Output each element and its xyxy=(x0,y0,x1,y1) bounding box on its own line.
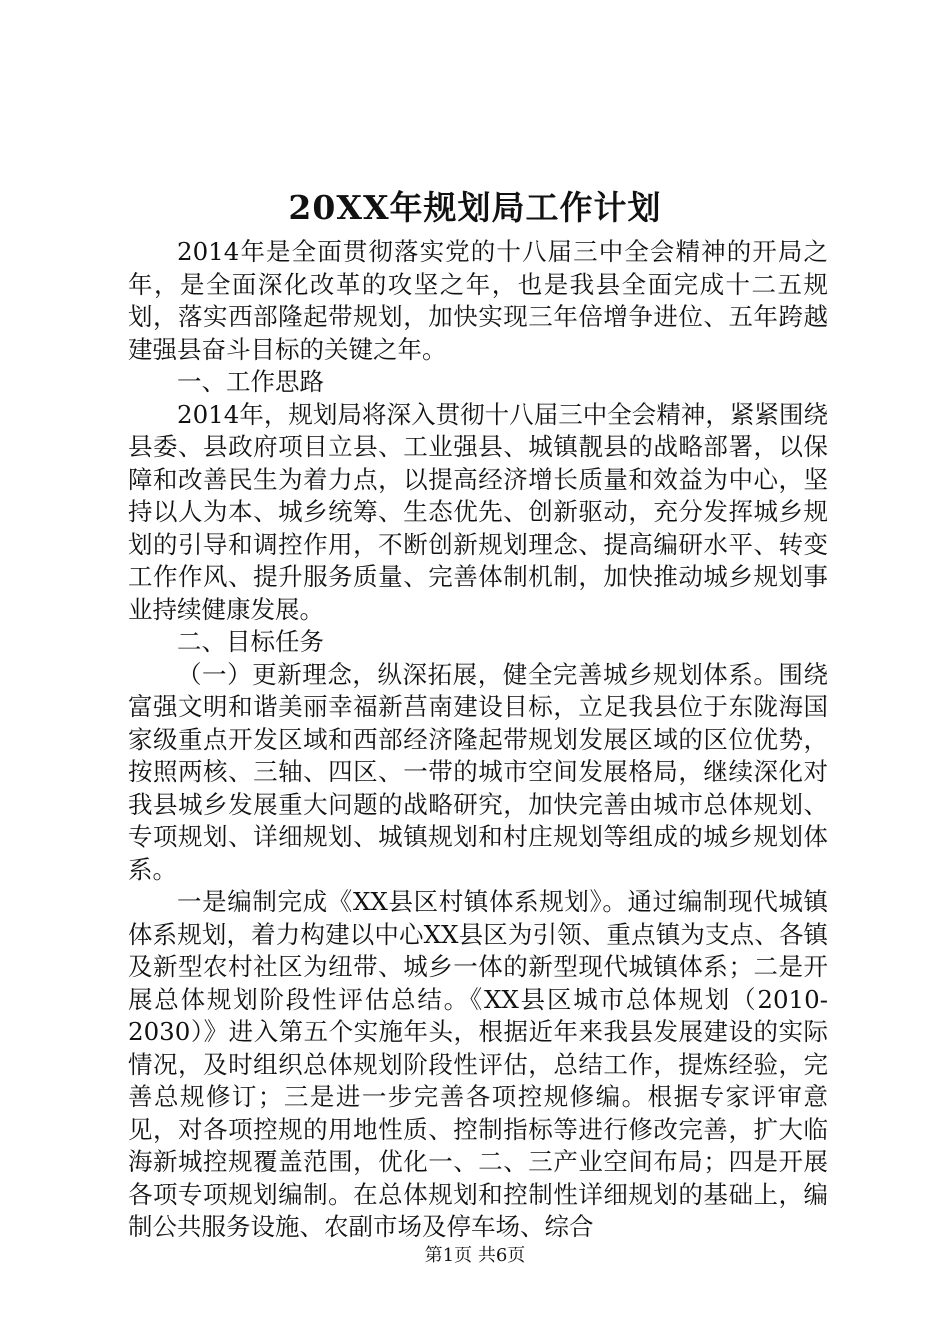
paragraph-task-items: 一是编制完成《XX县区村镇体系规划》。通过编制现代城镇体系规划，着力构建以中心XX县区为引领、重点镇为支点、各镇及新型农村社区为纽带、城乡一体的新型现代城镇体系；二是开展总体规划阶段性评估总结。《XX县区城市总体规划（2010-2030）》进入第五个实施年头，根据近年来我县发展建设的实际情况，及时组织总体规划阶段性评估，总结工作，提炼经验，完善总规修订；三是进一步完善各项控规修编。根据专家评审意见，对各项控规的用地性质、控制指标等进行修改完善，扩大临海新城控规覆盖范围，优化一、二、三产业空间布局；四是开展各项专项规划编制。在总体规划和控制性详细规划的基础上，编制公共服务设施、农副市场及停车场、综合 xyxy=(128,887,828,1241)
section-heading-1: 一、工作思路 xyxy=(177,367,324,396)
section-heading-2: 二、目标任务 xyxy=(177,627,324,656)
paragraph-work-idea: 2014年，规划局将深入贯彻十八届三中全会精神，紧紧围绕县委、县政府项目立县、工业强县、城镇靓县的战略部署，以保障和改善民生为着力点，以提高经济增长质量和效益为中心，坚持以人为本、城乡统筹、生态优先、创新驱动，充分发挥城乡规划的引导和调控作用，不断创新规划理念、提高编研水平、转变工作作风、提升服务质量、完善体制机制，加快推动城乡规划事业持续健康发展。 xyxy=(128,399,828,624)
paragraph-task-1: （一）更新理念，纵深拓展，健全完善城乡规划体系。围绕富强文明和谐美丽幸福新莒南建设目标，立足我县位于东陇海国家级重点开发区域和西部经济隆起带规划发展区域的区位优势，按照两核、三轴、四区、一带的城市空间发展格局，继续深化对我县城乡发展重大问题的战略研究，加快完善由城市总体规划、专项规划、详细规划、城镇规划和村庄规划等组成的城乡规划体系。 xyxy=(128,659,828,884)
document-title: 20XX年规划局工作计划 xyxy=(288,188,662,227)
page-number-footer: 第1页 共6页 xyxy=(424,1245,526,1266)
document-body xyxy=(128,236,828,1244)
paragraph-intro: 2014年是全面贯彻落实党的十八届三中全会精神的开局之年，是全面深化改革的攻坚之年，也是我县全面完成十二五规划，落实西部隆起带规划，加快实现三年倍增争进位、五年跨越建强县奋斗目标的关键之年。 xyxy=(128,237,828,364)
